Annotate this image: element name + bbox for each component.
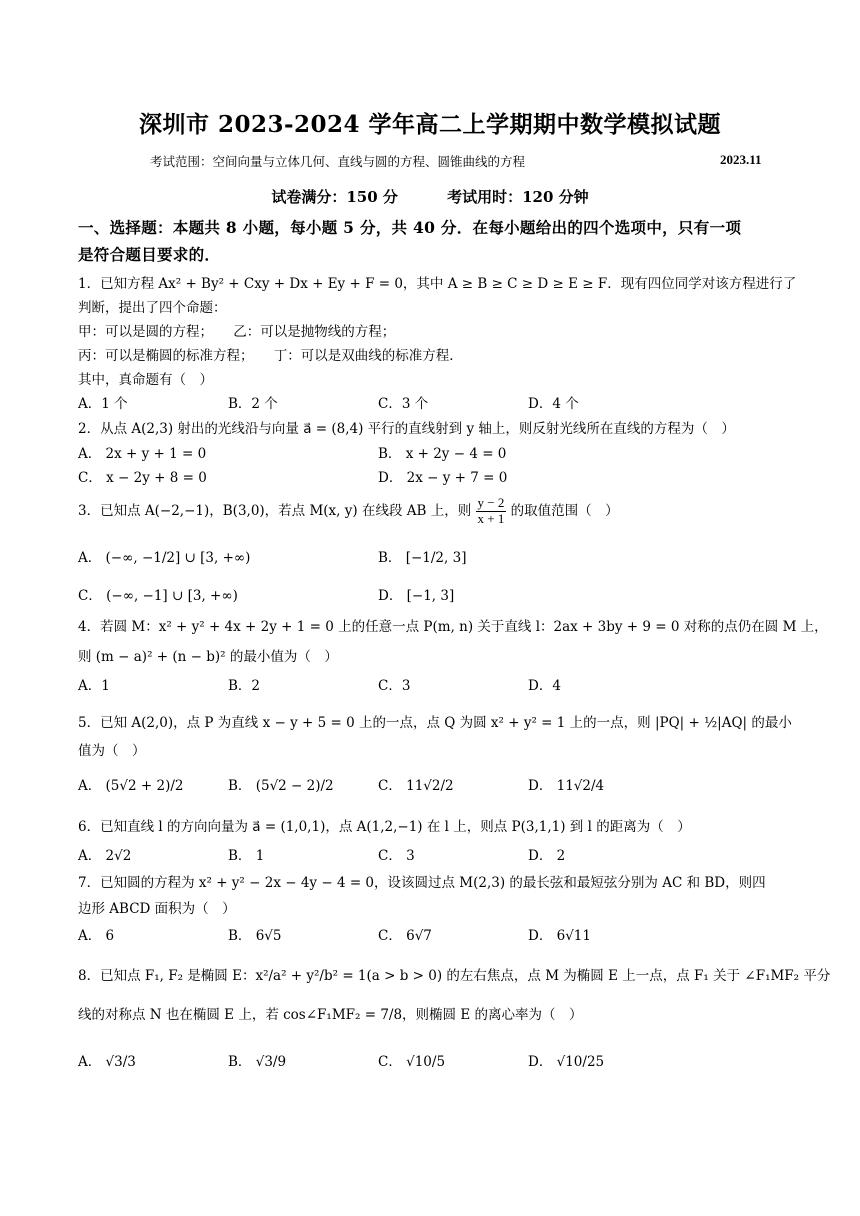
q2-option-b[interactable]: B． x + 2y − 4 = 0 — [378, 446, 507, 462]
q1-option-d[interactable]: D．4 个 — [528, 396, 579, 412]
q7-stem: 7．已知圆的方程为 x² + y² − 2x − 4y − 4 = 0，设该圆过点 M(2,3) 的最长弦和最短弦分别为 AC 和 BD，则四 — [78, 875, 766, 891]
q2-option-d[interactable]: D． 2x − y + 7 = 0 — [378, 470, 508, 486]
q3-fraction — [476, 496, 507, 527]
q3-fraction-numerator: y − 2 — [477, 495, 505, 510]
q1-stem: 1．已知方程 Ax² + By² + Cxy + Dx + Ey + F = 0，其中 A ≥ B ≥ C ≥ D ≥ E ≥ F．现有四位同学对该方程进行了 — [78, 276, 797, 292]
q3-option-a[interactable]: A． (−∞, −1/2] ∪ [3, +∞) — [78, 550, 251, 566]
exam-time: 考试用时：120 分钟 — [447, 188, 589, 206]
q8-option-d[interactable]: D． √10/25 — [528, 1054, 605, 1070]
q3-stem-post: 的取值范围（ ） — [510, 502, 619, 519]
q5-option-d[interactable]: D． 11√2/4 — [528, 778, 605, 794]
q1-stem-cont: 判断，提出了四个命题： — [78, 300, 227, 316]
q1-option-c[interactable]: C．3 个 — [378, 396, 429, 412]
q7-option-b[interactable]: B． 6√5 — [228, 928, 282, 944]
q6-option-b[interactable]: B． 1 — [228, 848, 265, 864]
q1-option-b[interactable]: B．2 个 — [228, 396, 278, 412]
q4-stem: 4．若圆 M：x² + y² + 4x + 2y + 1 = 0 上的任意一点 P(m, n) 关于直线 l：2ax + 3by + 9 = 0 对称的点仍在圆 M 上， — [78, 619, 828, 635]
section-heading: 一、选择题：本题共 8 小题，每小题 5 分，共 40 分．在每小题给出的四个选项中，只有一项 — [78, 218, 742, 237]
q1-statement-bing-ding: 丙：可以是椭圆的标准方程； 丁：可以是双曲线的标准方程． — [78, 348, 463, 364]
q3-option-b[interactable]: B． [−1/2, 3] — [378, 550, 467, 566]
q3-fraction-denominator: x + 1 — [477, 510, 505, 526]
q6-option-c[interactable]: C． 3 — [378, 848, 415, 864]
q2-option-c[interactable]: C． x − 2y + 8 = 0 — [78, 470, 207, 486]
q2-option-a[interactable]: A． 2x + y + 1 = 0 — [78, 446, 207, 462]
exam-title: 深圳市 2023-2024 学年高二上学期期中数学模拟试题 — [138, 111, 722, 138]
q7-option-c[interactable]: C． 6√7 — [378, 928, 432, 944]
q3-stem — [78, 496, 619, 527]
q6-option-a[interactable]: A． 2√2 — [78, 848, 132, 864]
q5-option-c[interactable]: C． 11√2/2 — [378, 778, 454, 794]
q8-option-c[interactable]: C． √10/5 — [378, 1054, 446, 1070]
exam-date: 2023.11 — [720, 152, 762, 167]
q4-stem-cont: 则 (m − a)² + (n − b)² 的最小值为（ ） — [78, 649, 338, 665]
exam-scope: 考试范围：空间向量与立体几何、直线与圆的方程、圆锥曲线的方程 — [150, 154, 526, 169]
section-heading-cont: 是符合题目要求的． — [78, 245, 221, 264]
q1-statement-jia-yi: 甲：可以是圆的方程； 乙：可以是抛物线的方程； — [78, 324, 396, 340]
q2-stem: 2．从点 A(2,3) 射出的光线沿与向量 a⃗ = (8,4) 平行的直线射到 y 轴上，则反射光线所在直线的方程为（ ） — [78, 421, 735, 437]
q8-option-b[interactable]: B． √3/9 — [228, 1054, 287, 1070]
q5-stem-cont: 值为（ ） — [78, 743, 146, 759]
q1-option-a[interactable]: A．1 个 — [78, 396, 128, 412]
q7-option-d[interactable]: D． 6√11 — [528, 928, 591, 944]
q8-stem-cont: 线的对称点 N 也在椭圆 E 上，若 cos∠F₁MF₂ = 7/8，则椭圆 E 的离心率为（ ） — [78, 1007, 583, 1023]
q1-question: 其中，真命题有（ ） — [78, 372, 213, 388]
q8-stem: 8．已知点 F₁, F₂ 是椭圆 E：x²/a² + y²/b² = 1(a > b > 0) 的左右焦点，点 M 为椭圆 E 上一点，点 F₁ 关于 ∠F₁MF₂ 平分 — [78, 968, 831, 984]
exam-meta — [0, 186, 860, 207]
q3-option-d[interactable]: D． [−1, 3] — [378, 588, 455, 604]
q4-option-a[interactable]: A．1 — [78, 678, 110, 694]
q6-stem: 6．已知直线 l 的方向向量为 a⃗ = (1,0,1)，点 A(1,2,−1) 在 l 上，则点 P(3,1,1) 到 l 的距离为（ ） — [78, 819, 691, 835]
q4-option-b[interactable]: B．2 — [228, 678, 261, 694]
q4-option-c[interactable]: C．3 — [378, 678, 411, 694]
q4-option-d[interactable]: D．4 — [528, 678, 561, 694]
q5-option-a[interactable]: A． (5√2 + 2)/2 — [78, 778, 184, 794]
q3-stem-pre: 3．已知点 A(−2,−1)，B(3,0)，若点 M(x, y) 在线段 AB 上，则 — [78, 502, 472, 519]
q5-stem: 5．已知 A(2,0)，点 P 为直线 x − y + 5 = 0 上的一点，点 Q 为圆 x² + y² = 1 上的一点，则 |PQ| + ½|AQ| 的最小 — [78, 715, 792, 731]
full-score: 试卷满分：150 分 — [271, 188, 398, 206]
q8-option-a[interactable]: A． √3/3 — [78, 1054, 136, 1070]
q5-option-b[interactable]: B． (5√2 − 2)/2 — [228, 778, 334, 794]
q7-stem-cont: 边形 ABCD 面积为（ ） — [78, 901, 236, 917]
q6-option-d[interactable]: D． 2 — [528, 848, 566, 864]
q3-option-c[interactable]: C． (−∞, −1] ∪ [3, +∞) — [78, 588, 238, 604]
q7-option-a[interactable]: A． 6 — [78, 928, 115, 944]
